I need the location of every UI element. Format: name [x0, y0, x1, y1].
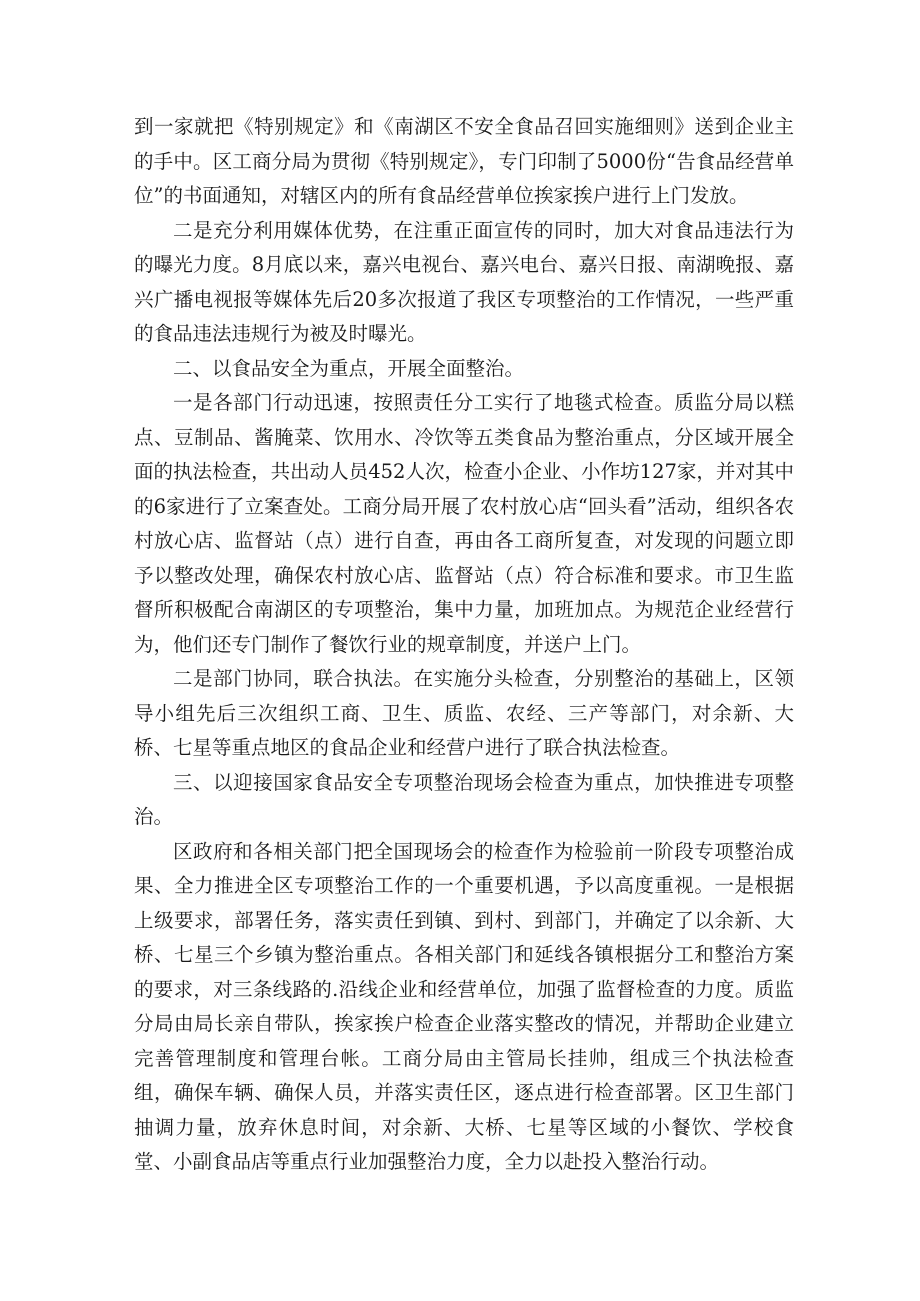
paragraph-5: 区政府和各相关部门把全国现场会的检查作为检验前一阶段专项整治成果、全力推进全区专项整治工作的一个重要机遇，予以高度重视。一是根据上级要求，部署任务，落实责任到镇、到村、到部门，并确定了以余新、大桥、七星三个乡镇为整治重点。各相关部门和延线各镇根据分工和整治方案的要求，对三条线路的.沿线企业和经营单位，加强了监督检查的力度。质监分局由局长亲自带队，挨家挨户检查企业落实整改的情况，并帮助企业建立完善管理制度和管理台帐。工商分局由主管局长挂帅，组成三个执法检查组，确保车辆、确保人员，并落实责任区，逐点进行检查部署。区卫生部门抽调力量，放弃休息时间，对余新、大桥、七星等区域的小餐饮、学校食堂、小副食品店等重点行业加强整治力度，全力以赴投入整治行动。	[134, 839, 794, 1173]
section-heading-3: 三、以迎接国家食品安全专项整治现场会检查为重点，加快推进专项整治。	[134, 770, 794, 828]
paragraph-2: 二是充分利用媒体优势，在注重正面宣传的同时，加大对食品违法行为的曝光力度。8月底以来，嘉兴电视台、嘉兴电台、嘉兴日报、南湖晚报、嘉兴广播电视报等媒体先后20多次报道了我区专项整治的工作情况，一些严重的食品违法违规行为被及时曝光。	[134, 218, 794, 345]
section-heading-2: 二、以食品安全为重点，开展全面整治。	[173, 356, 525, 380]
paragraph-4: 二是部门协同，联合执法。在实施分头检查，分别整治的基础上，区领导小组先后三次组织工商、卫生、质监、农经、三产等部门，对余新、大桥、七星等重点地区的食品企业和经营户进行了联合执法检查。	[134, 667, 794, 759]
document-body	[134, 110, 794, 1180]
paragraph-1: 到一家就把《特别规定》和《南湖区不安全食品召回实施细则》送到企业主的手中。区工商分局为贯彻《特别规定》，专门印制了5000份“告食品经营单位”的书面通知，对辖区内的所有食品经营单位挨家挨户进行上门发放。	[134, 115, 794, 207]
paragraph-3: 一是各部门行动迅速，按照责任分工实行了地毯式检查。质监分局以糕点、豆制品、酱腌菜、饮用水、冷饮等五类食品为整治重点，分区域开展全面的执法检查，共出动人员452人次，检查小企业、小作坊127家，并对其中的6家进行了立案查处。工商分局开展了农村放心店“回头看”活动，组织各农村放心店、监督站（点）进行自查，再由各工商所复查，对发现的问题立即予以整改处理，确保农村放心店、监督站（点）符合标准和要求。市卫生监督所积极配合南湖区的专项整治，集中力量，加班加点。为规范企业经营行为，他们还专门制作了餐饮行业的规章制度，并送户上门。	[134, 391, 794, 656]
